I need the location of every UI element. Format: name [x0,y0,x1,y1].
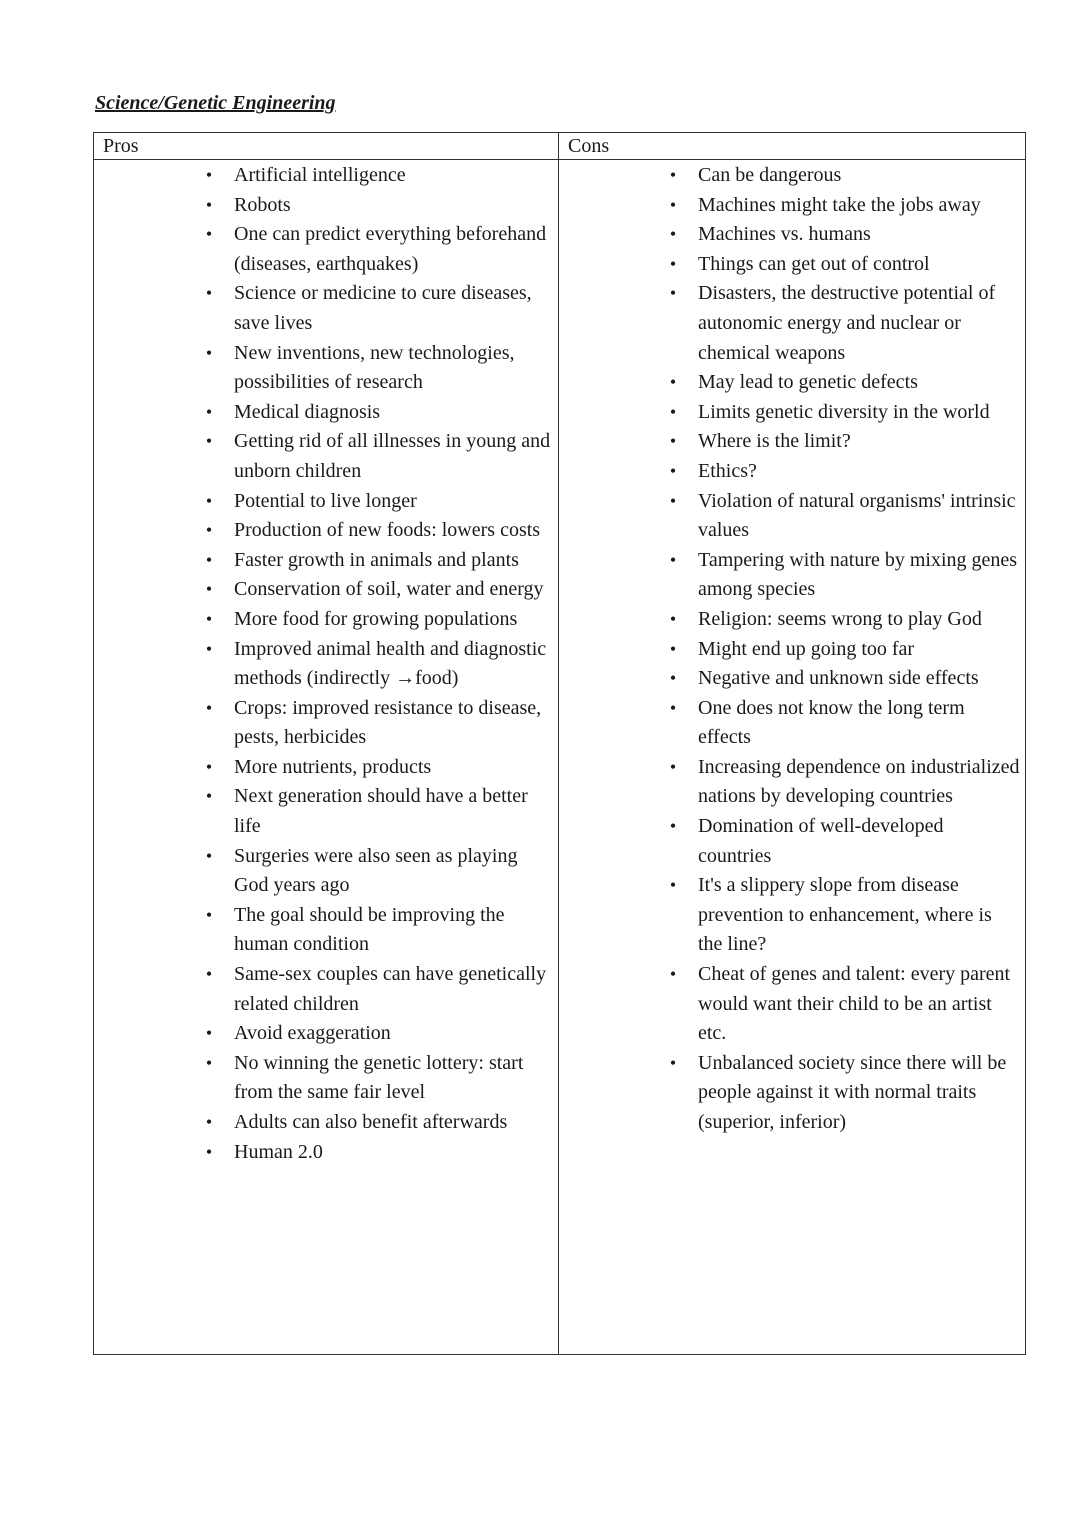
bullet-icon: • [669,253,677,274]
pro-item [204,1108,554,1138]
con-item [668,871,1021,960]
bullet-icon: • [669,401,677,422]
bullet-icon: • [205,1141,213,1162]
con-item [668,427,1021,457]
pro-item-text: Improved animal health and diagnostic methods (indirectly →food) [234,637,547,690]
table-body-row [94,160,1026,1355]
bullet-icon: • [669,490,677,511]
con-item-text: Domination of well-developed countries [698,815,944,867]
pro-item-text: Getting rid of all illnesses in young and unborn children [234,430,551,482]
pro-item [204,191,554,221]
pro-item-text: New inventions, new technologies, possibilities of research [234,341,515,394]
bullet-icon: • [669,431,677,452]
pro-item-text: Science or medicine to cure diseases, save lives [234,282,532,334]
bullet-icon: • [669,668,677,689]
pro-item [204,605,554,635]
pro-item [204,546,554,576]
pro-item [204,694,554,753]
pro-item [204,635,554,694]
con-item [668,398,1021,428]
bullet-icon: • [669,816,677,837]
pro-item [204,279,554,338]
bullet-icon: • [669,1052,677,1073]
con-item-text: Limits genetic diversity in the world [698,400,990,423]
con-item [668,1049,1021,1138]
pro-item-text: Conservation of soil, water and energy [234,578,544,601]
pro-item-text: Human 2.0 [234,1140,323,1163]
con-item-text: Machines might take the jobs away [698,193,981,216]
con-item [668,753,1021,812]
pros-cons-table [93,132,1026,1355]
pro-item-text: Surgeries were also seen as playing God years ago [234,844,518,897]
pro-item-text: Avoid exaggeration [234,1022,391,1045]
bullet-icon: • [205,1112,213,1132]
bullet-icon: • [669,372,677,393]
pro-item-text: Crops: improved resistance to disease, pests, herbicides [234,696,542,749]
con-item [668,161,1021,191]
bullet-icon: • [205,283,213,304]
pro-item-text: More nutrients, products [234,755,432,778]
con-item [668,812,1021,871]
bullet-icon: • [669,608,677,629]
pro-item-text: Robots [234,193,291,216]
pro-item [204,842,554,901]
pro-item [204,782,554,841]
pro-item-text: One can predict everything beforehand (diseases, earthquakes) [234,223,547,275]
pro-item [204,1019,554,1049]
con-item-text: Unbalanced society since there will be people against it with normal traits (superior, inferior) [698,1051,1007,1133]
pros-header: Pros [94,133,559,160]
bullet-icon: • [205,638,213,659]
bullet-icon: • [205,194,213,215]
bullet-icon: • [205,224,213,245]
pro-item-text: Artificial intelligence [234,164,406,186]
con-item-text: May lead to genetic defects [698,371,918,394]
pro-item-text: Same-sex couples can have genetically related children [234,963,547,1015]
pro-item [204,1049,554,1108]
bullet-icon: • [205,608,213,629]
pro-item [204,516,554,546]
con-item-text: Tampering with nature by mixing genes among species [698,548,1018,601]
con-item [668,220,1021,250]
con-item-text: Can be dangerous [698,164,842,186]
pro-item [204,398,554,428]
bullet-icon: • [205,845,213,866]
pro-item [204,161,554,191]
con-item [668,605,1021,635]
pro-item-text: Medical diagnosis [234,400,381,423]
table-header-row [94,133,1026,160]
bullet-icon: • [205,1023,213,1044]
pro-item [204,575,554,605]
con-item-text: Where is the limit? [698,430,851,453]
bullet-icon: • [669,638,677,659]
con-item [668,635,1021,665]
pro-item-text: Production of new foods: lowers costs [234,519,541,542]
pro-item [204,339,554,398]
bullet-icon: • [205,520,213,541]
con-item-text: Religion: seems wrong to play God [698,607,982,630]
con-item-text: Violation of natural organisms' intrinsic values [698,489,1016,542]
con-item-text: Increasing dependence on industrialized nations by developing countries [698,755,1020,808]
con-item [668,191,1021,221]
bullet-icon: • [205,549,213,570]
bullet-icon: • [205,1052,213,1073]
pro-item-text: Adults can also benefit afterwards [234,1111,508,1133]
con-item-text: Machines vs. humans [698,223,871,246]
con-item-text: Things can get out of control [698,252,930,275]
bullet-icon: • [205,756,213,777]
bullet-icon: • [669,283,677,304]
pros-cell [94,160,559,1355]
pro-item [204,753,554,783]
con-item [668,368,1021,398]
bullet-icon: • [669,697,677,718]
bullet-icon: • [205,579,213,600]
pro-item-text: More food for growing populations [234,607,518,630]
cons-header: Cons [559,133,1026,160]
bullet-icon: • [669,875,677,896]
bullet-icon: • [205,490,213,511]
bullet-icon: • [669,460,677,481]
bullet-icon: • [205,401,213,422]
con-item [668,279,1021,368]
document-title: Science/Genetic Engineering [95,92,336,114]
bullet-icon: • [205,342,213,363]
con-item [668,546,1021,605]
pro-item [204,487,554,517]
pro-item [204,1138,554,1168]
pro-item-text: Potential to live longer [234,489,417,512]
con-item-text: Ethics? [698,459,757,482]
con-item-text: One does not know the long term effects [698,696,965,749]
bullet-icon: • [669,964,677,985]
bullet-icon: • [669,756,677,777]
bullet-icon: • [669,165,677,185]
con-item-text: Cheat of genes and talent: every parent would want their child to be an artist etc. [698,963,1011,1045]
con-item-text: It's a slippery slope from disease prevention to enhancement, where is the line? [698,874,992,956]
bullet-icon: • [205,431,213,452]
pros-list [94,160,558,1167]
bullet-icon: • [669,194,677,215]
pro-item [204,427,554,486]
pro-item [204,220,554,279]
bullet-icon: • [205,904,213,925]
pro-item-text: No winning the genetic lottery: start from the same fair level [234,1051,524,1104]
con-item-text: Disasters, the destructive potential of autonomic energy and nuclear or chemical weapons [698,282,996,364]
con-item-text: Might end up going too far [698,637,915,660]
cons-cell [559,160,1026,1355]
bullet-icon: • [205,697,213,718]
pro-item-text: Faster growth in animals and plants [234,548,519,571]
pro-item-text: The goal should be improving the human condition [234,903,505,956]
con-item [668,457,1021,487]
con-item [668,250,1021,280]
pro-item-text: Next generation should have a better life [234,785,528,838]
pro-item [204,901,554,960]
con-item-text: Negative and unknown side effects [698,667,979,690]
cons-list [559,160,1025,1138]
bullet-icon: • [205,786,213,807]
bullet-icon: • [669,549,677,570]
pro-item [204,960,554,1019]
bullet-icon: • [205,964,213,985]
con-item [668,487,1021,546]
bullet-icon: • [669,224,677,245]
con-item [668,960,1021,1049]
con-item [668,694,1021,753]
bullet-icon: • [205,165,213,185]
con-item [668,664,1021,694]
